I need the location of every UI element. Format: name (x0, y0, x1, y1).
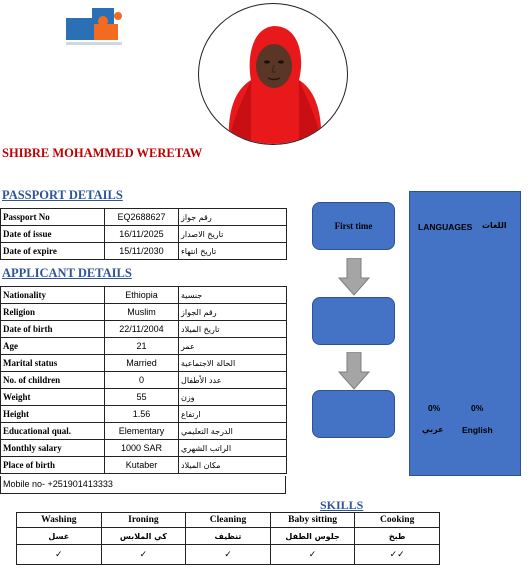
table-row (1, 243, 287, 260)
skill-name: Cleaning (186, 513, 271, 528)
applicant-name: SHIBRE MOHAMMED WERETAW (2, 146, 203, 160)
languages-title-ar: اللغات (482, 221, 507, 230)
arrow-down-icon (338, 352, 370, 390)
row-label: Place of birth (1, 457, 105, 474)
table-row (1, 209, 287, 226)
row-value: 55 (105, 389, 179, 406)
skill-name-ar: طبخ (355, 528, 440, 545)
table-row (17, 545, 440, 565)
table-row (1, 389, 287, 406)
skills-table (16, 512, 440, 565)
row-value: 15/11/2030 (105, 243, 179, 260)
table-row (1, 338, 287, 355)
row-label-ar: عدد الأطفال (179, 372, 287, 389)
skill-name-ar: غسل (17, 528, 102, 545)
skills-section-title: SKILLS (320, 498, 364, 512)
language-arabic-percent: 0% (428, 403, 441, 413)
row-label: Date of issue (1, 226, 105, 243)
row-label-ar: جنسية (179, 287, 287, 304)
language-english-label: English (462, 425, 493, 435)
row-value: EQ2688627 (105, 209, 179, 226)
skill-name-ar: كي الملابس (101, 528, 186, 545)
table-row (1, 423, 287, 440)
row-label: Date of expire (1, 243, 105, 260)
table-row (1, 372, 287, 389)
applicant-table (0, 286, 287, 474)
row-label-ar: عمر (179, 338, 287, 355)
skill-name: Baby sitting (270, 513, 355, 528)
table-row (1, 304, 287, 321)
mobile-number: Mobile no- +251901413333 (0, 476, 286, 494)
table-row (17, 528, 440, 545)
row-value: 0 (105, 372, 179, 389)
row-label-ar: تاريخ انتهاء (179, 243, 287, 260)
check-icon: ✓✓ (355, 545, 440, 565)
arrow-down-icon (338, 258, 370, 296)
row-value: Elementary (105, 423, 179, 440)
row-label: Date of birth (1, 321, 105, 338)
row-label-ar: رقم الجواز (179, 304, 287, 321)
row-label: Monthly salary (1, 440, 105, 457)
row-label-ar: الراتب الشهري (179, 440, 287, 457)
row-value: Kutaber (105, 457, 179, 474)
row-label: Passport No (1, 209, 105, 226)
row-label-ar: رقم جواز (179, 209, 287, 226)
row-value: 1000 SAR (105, 440, 179, 457)
row-label: Height (1, 406, 105, 423)
check-icon: ✓ (186, 545, 271, 565)
row-label: No. of children (1, 372, 105, 389)
table-row (1, 355, 287, 372)
languages-panel (409, 191, 521, 476)
experience-box-second (312, 297, 395, 345)
applicant-portrait-image (221, 20, 327, 145)
check-icon: ✓ (17, 545, 102, 565)
check-icon: ✓ (270, 545, 355, 565)
skill-name: Cooking (355, 513, 440, 528)
row-label: Religion (1, 304, 105, 321)
row-label-ar: تاريخ الميلاد (179, 321, 287, 338)
row-label: Marital status (1, 355, 105, 372)
check-icon: ✓ (101, 545, 186, 565)
applicant-section-title: APPLICANT DETAILS (2, 266, 132, 280)
row-label-ar: الحالة الاجتماعية (179, 355, 287, 372)
row-label-ar: وزن (179, 389, 287, 406)
table-row (1, 406, 287, 423)
table-row (1, 226, 287, 243)
skill-name: Washing (17, 513, 102, 528)
row-label-ar: تاريخ الاصدار (179, 226, 287, 243)
row-label-ar: الدرجة التعليمي (179, 423, 287, 440)
language-english-percent: 0% (471, 403, 484, 413)
skill-name-ar: تنظيف (186, 528, 271, 545)
table-row (1, 287, 287, 304)
row-label-ar: ارتفاع (179, 406, 287, 423)
row-value: Muslim (105, 304, 179, 321)
row-label: Educational qual. (1, 423, 105, 440)
row-value: Ethiopia (105, 287, 179, 304)
row-value: 1.56 (105, 406, 179, 423)
row-label-ar: مكان الميلاد (179, 457, 287, 474)
skill-name: Ironing (101, 513, 186, 528)
passport-table (0, 208, 287, 260)
row-value: 22/11/2004 (105, 321, 179, 338)
language-arabic-label: عربي (422, 425, 444, 434)
table-row (1, 457, 287, 474)
passport-section-title: PASSPORT DETAILS (2, 188, 123, 202)
row-label: Weight (1, 389, 105, 406)
row-label: Nationality (1, 287, 105, 304)
experience-box-third (312, 390, 395, 438)
row-value: 16/11/2025 (105, 226, 179, 243)
table-row (1, 440, 287, 457)
applicant-photo (198, 3, 348, 145)
row-label: Age (1, 338, 105, 355)
experience-box-first: First time (312, 202, 395, 250)
table-row (1, 321, 287, 338)
skill-name-ar: جلوس الطفل (270, 528, 355, 545)
agency-logo (66, 4, 122, 42)
row-value: 21 (105, 338, 179, 355)
languages-title: LANGUAGES (418, 222, 473, 232)
row-value: Married (105, 355, 179, 372)
table-row (17, 513, 440, 528)
